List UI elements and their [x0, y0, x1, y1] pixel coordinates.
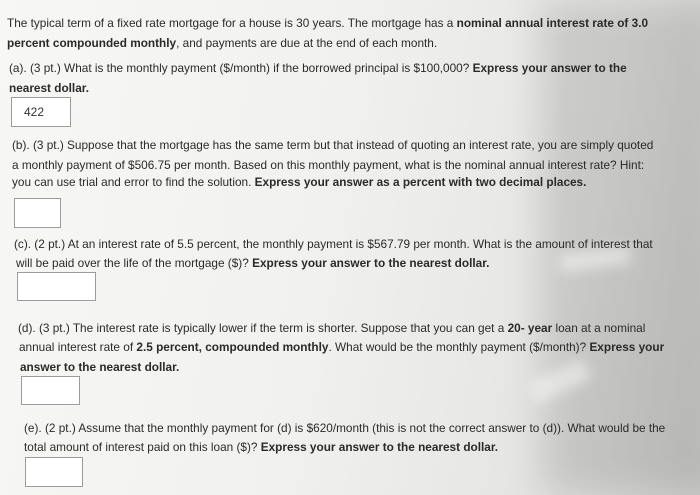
- intro-line-2: percent compounded monthly, and payments are due at the end of each month.: [7, 36, 438, 50]
- part-b-line-3: you can use trial and error to find the solution. Express your answer as a percent with two decimal places.: [12, 175, 587, 189]
- part-d-answer-input[interactable]: [21, 376, 80, 405]
- part-c-line-2: will be paid over the life of the mortgage ($)? Express your answer to the nearest dollar.: [16, 256, 490, 270]
- part-d-line-3: answer to the nearest dollar.: [20, 360, 180, 374]
- part-b-answer-input[interactable]: [14, 198, 61, 228]
- part-a-line-1: (a). (3 pt.) What is the monthly payment ($/month) if the borrowed principal is $100,000? Express your answer to the: [9, 61, 627, 75]
- part-a-answer-input[interactable]: 422: [11, 97, 71, 127]
- part-b-line-2: a monthly payment of $506.75 per month. Based on this monthly payment, what is the nominal annual interest rate? Hint:: [12, 158, 645, 172]
- part-b-line-1: (b). (3 pt.) Suppose that the mortgage has the same term but that instead of quoting an interest rate, you are simply quoted: [12, 138, 654, 152]
- part-e-answer-input[interactable]: [25, 457, 83, 487]
- part-a-line-2: nearest dollar.: [9, 81, 89, 95]
- photo-glare: [528, 358, 592, 403]
- part-e-line-1: (e). (2 pt.) Assume that the monthly payment for (d) is $620/month (this is not the correct answer to (d)). What would be the: [24, 421, 666, 435]
- part-e-line-2: total amount of interest paid on this loan ($)? Express your answer to the nearest dollar.: [24, 440, 499, 454]
- part-c-answer-input[interactable]: [17, 272, 96, 301]
- part-d-line-2: annual interest rate of 2.5 percent, compounded monthly. What would be the monthly payment ($/month)? Express your: [19, 340, 665, 354]
- intro-line-1: The typical term of a fixed rate mortgage for a house is 30 years. The mortgage has a nominal annual interest rate of 3.0: [7, 16, 649, 30]
- part-c-line-1: (c). (2 pt.) At an interest rate of 5.5 percent, the monthly payment is $567.79 per month. What is the amount of interest that: [14, 237, 653, 251]
- part-d-line-1: (d). (3 pt.) The interest rate is typically lower if the term is shorter. Suppose that you can get a 20- year loan at a nominal: [18, 321, 646, 335]
